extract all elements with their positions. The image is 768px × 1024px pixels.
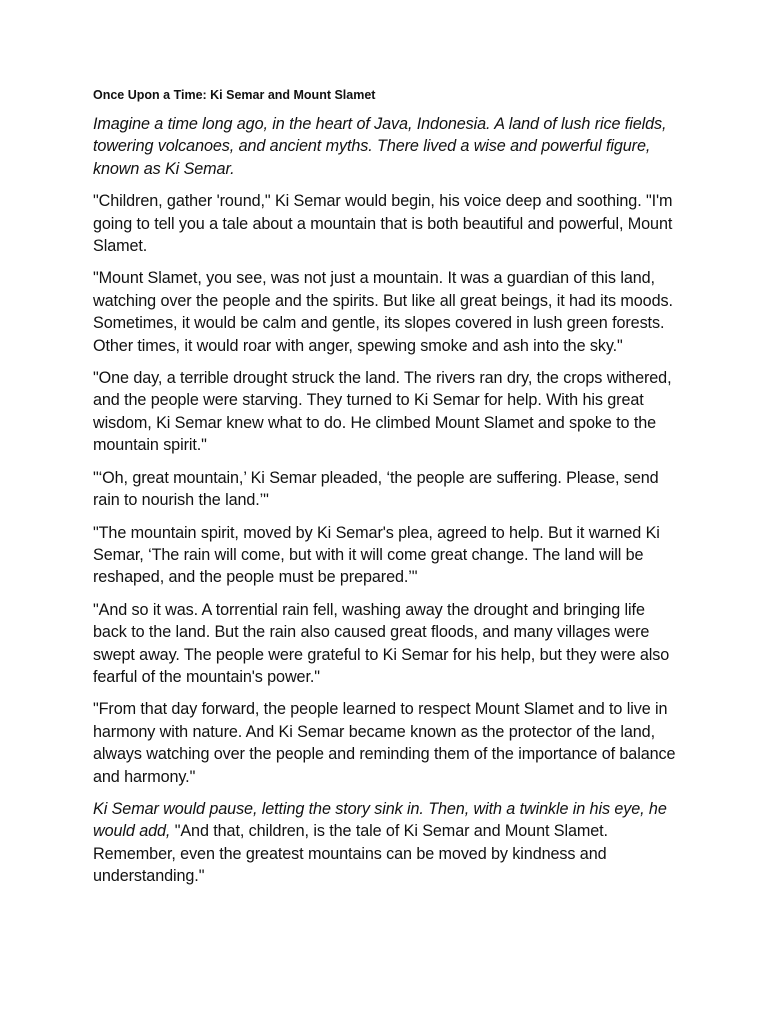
closing-paragraph xyxy=(93,798,683,888)
closing-quote-text: "And that, children, is the tale of Ki Semar and Mount Slamet. Remember, even the greatest mountains can be moved by kindness and understanding." xyxy=(93,822,608,886)
story-paragraph-6: "And so it was. A torrential rain fell, washing away the drought and bringing life back to the land. But the rain also caused great floods, and many villages were swept away. The people were grateful to Ki Semar for his help, but they were also fearful of the mountain's power." xyxy=(93,600,670,686)
story-paragraph-4: "‘Oh, great mountain,’ Ki Semar pleaded, ‘the people are suffering. Please, send rain to nourish the land.’" xyxy=(93,468,659,510)
story-paragraph-1: "Children, gather 'round," Ki Semar would begin, his voice deep and soothing. "I'm going to tell you a tale about a mountain that is both beautiful and powerful, Mount Slamet. xyxy=(93,192,673,256)
story-paragraph-7: "From that day forward, the people learned to respect Mount Slamet and to live in harmony with nature. And Ki Semar became known as the protector of the land, always watching over the people and reminding them of the importance of balance and harmony." xyxy=(93,700,676,786)
document-title: Once Upon a Time: Ki Semar and Mount Slamet xyxy=(93,88,376,102)
story-paragraph-2: "Mount Slamet, you see, was not just a mountain. It was a guardian of this land, watching over the people and the spirits. But like all great beings, it had its moods. Sometimes, it would be calm and gentle, its slopes covered in lush green forests. Other times, it would roar with anger, spewing smoke and ash into the sky." xyxy=(93,269,673,355)
document-page xyxy=(93,86,683,898)
intro-paragraph: Imagine a time long ago, in the heart of Java, Indonesia. A land of lush rice fields, towering volcanoes, and ancient myths. There lived a wise and powerful figure, known as Ki Semar. xyxy=(93,115,667,178)
story-paragraph-3: "One day, a terrible drought struck the land. The rivers ran dry, the crops withered, and the people were starving. They turned to Ki Semar for help. With his great wisdom, Ki Semar knew what to do. He climbed Mount Slamet and spoke to the mountain spirit." xyxy=(93,369,672,455)
story-paragraph-5: "The mountain spirit, moved by Ki Semar's plea, agreed to help. But it warned Ki Semar, ‘The rain will come, but with it will come great change. The land will be reshaped, and the people must be prepared.’" xyxy=(93,523,660,587)
closing-italic-text: Ki Semar would pause, letting the story sink in. Then, with a twinkle in his eye, he would add, xyxy=(93,799,667,841)
